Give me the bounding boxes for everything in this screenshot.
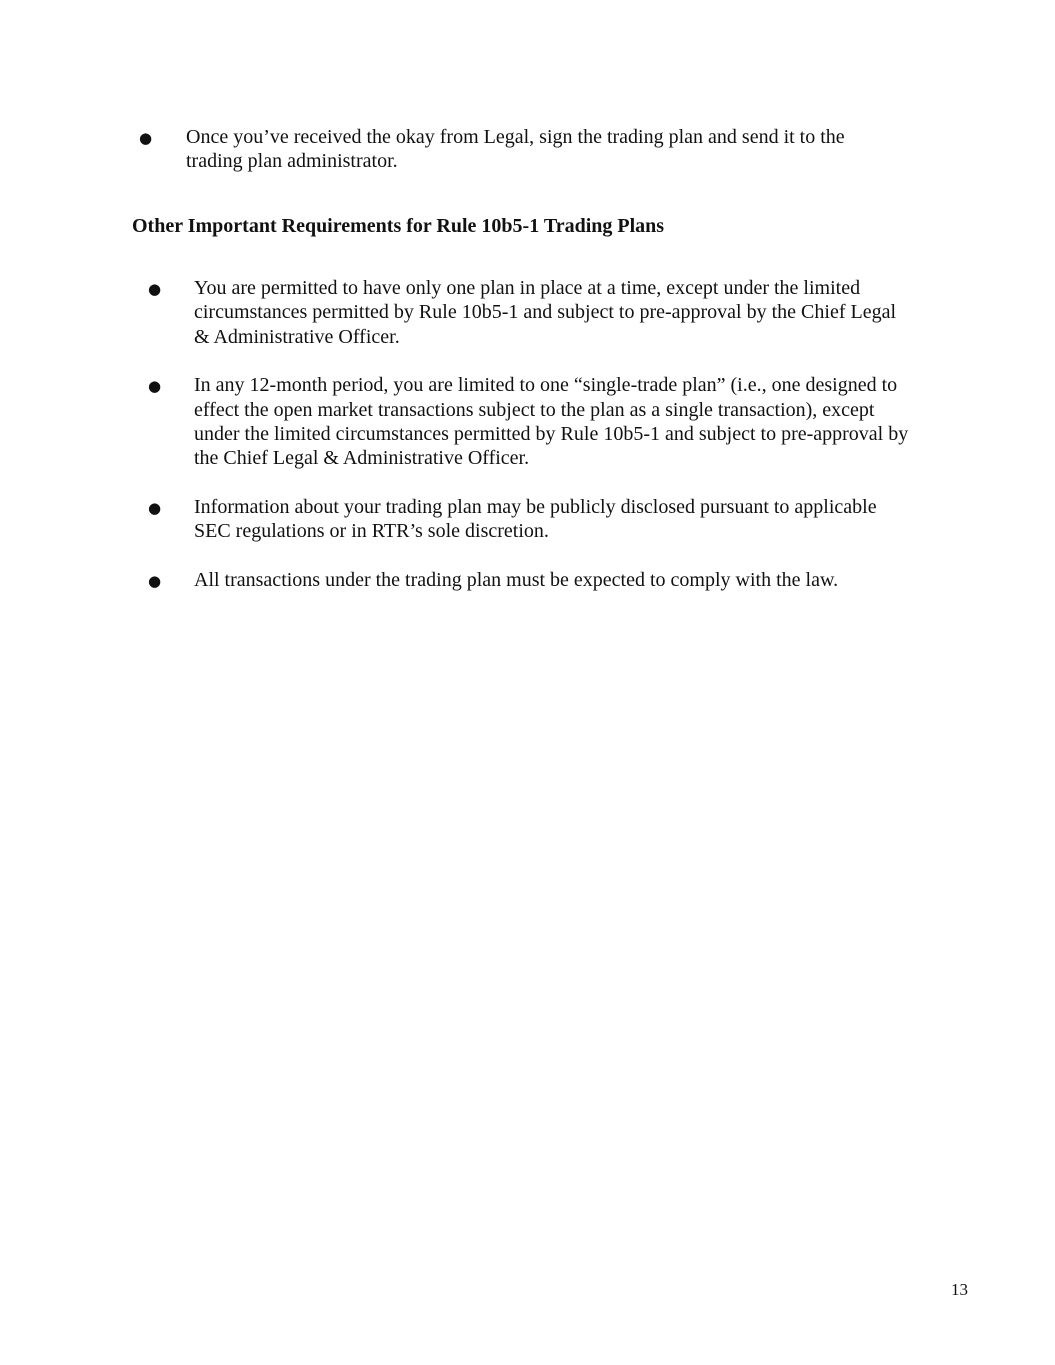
bullet-text: Information about your trading plan may be publicly disclosed pursuant to applicable SEC regulations or in RTR’s sole discretion. [194, 496, 877, 543]
list-item [148, 495, 918, 544]
intro-bullet-item [139, 125, 899, 174]
bullet-marker: ● [148, 377, 162, 396]
bullet-text: You are permitted to have only one plan in place at a time, except under the limited circumstances permitted by Rule 10b5-1 and subject to pre-approval by the Chief Legal & Administrative Officer. [194, 277, 897, 348]
requirements-list [148, 276, 918, 618]
bullet-text: In any 12-month period, you are limited to one “single-trade plan” (i.e., one designed to effect the open market transactions subject to the plan as a single transaction), except under the limited circumstances permitted by Rule 10b5-1 and subject to pre-approval by the Chief Legal & Administrative Officer. [194, 374, 909, 470]
list-item [148, 373, 918, 470]
section-heading: Other Important Requirements for Rule 10b5-1 Trading Plans [132, 215, 665, 237]
bullet-marker: ● [148, 572, 162, 591]
bullet-marker: ● [139, 129, 153, 147]
bullet-text: All transactions under the trading plan must be expected to comply with the law. [194, 569, 839, 592]
bullet-marker: ● [148, 499, 162, 518]
list-item [148, 568, 918, 593]
page-number: 13 [951, 1280, 968, 1299]
bullet-text: Once you’ve received the okay from Legal, sign the trading plan and send it to the trading plan administrator. [186, 126, 845, 173]
list-item [148, 276, 918, 349]
bullet-marker: ● [148, 280, 162, 298]
